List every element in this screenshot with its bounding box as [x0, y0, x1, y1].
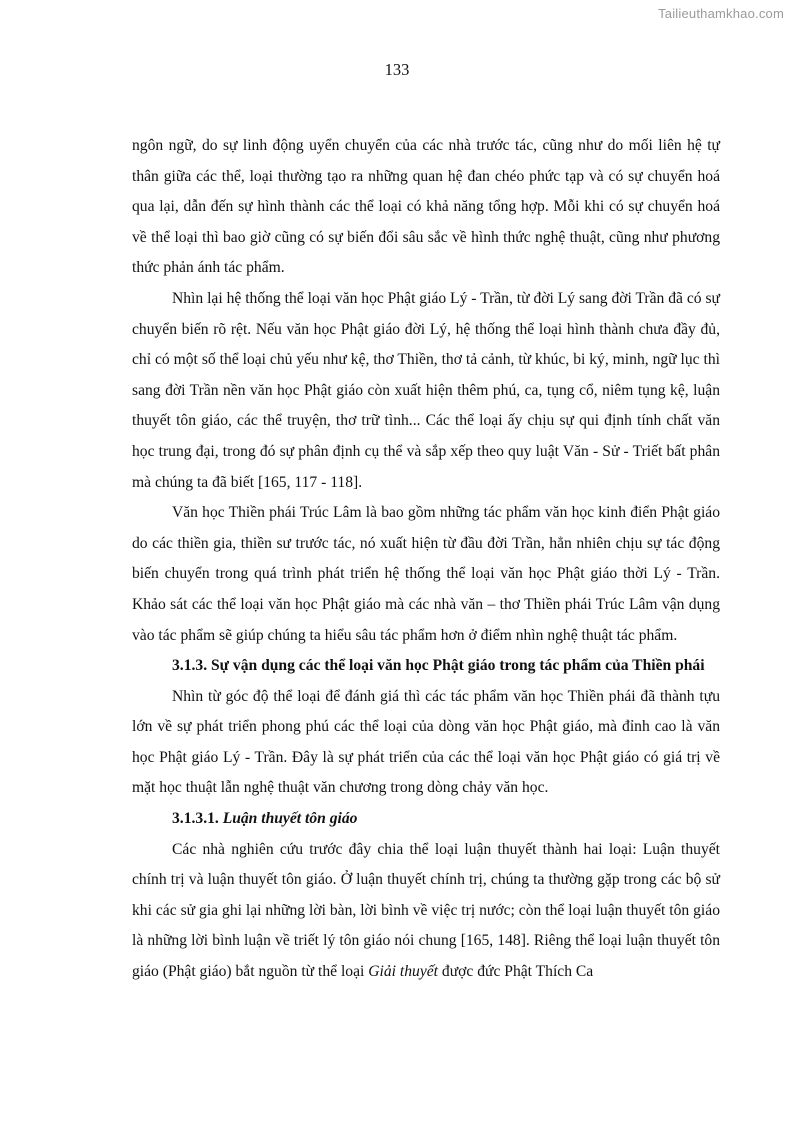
- paragraph-1: ngôn ngữ, do sự linh động uyển chuyển của các nhà trước tác, cũng như do mối liên hệ tự thân giữa các thể, loại thường tạo ra những quan hệ đan chéo phức tạp và có sự chuyển hoá qua lại, dẫn đến sự hình thành các thể loại có khả năng tổng hợp. Mỗi khi có sự chuyển hoá về thể loại thì bao giờ cũng có sự biến đổi sâu sắc về hình thức nghệ thuật, cũng như phương thức phản ánh tác phẩm.: [132, 137, 720, 277]
- paragraph-3: Văn học Thiền phái Trúc Lâm là bao gồm những tác phẩm văn học kinh điển Phật giáo do các thiền gia, thiền sư trước tác, nó xuất hiện từ đầu đời Trần, hẳn nhiên chịu sự tác động biến chuyển trong quá trình phát triển hệ thống thể loại văn học Phật giáo thời Lý - Trần. Khảo sát các thể loại văn học Phật giáo mà các nhà văn – thơ Thiền phái Trúc Lâm vận dụng vào tác phẩm sẽ giúp chúng ta hiểu sâu tác phẩm hơn ở điểm nhìn nghệ thuật tác phẩm.: [132, 504, 720, 644]
- section-heading-3-1-3: 3.1.3. Sự vận dụng các thể loại văn học Phật giáo trong tác phẩm của Thiền phái: [172, 657, 705, 675]
- paragraph-4: Nhìn từ góc độ thể loại để đánh giá thì các tác phẩm văn học Thiền phái đã thành tựu lớn về sự phát triển phong phú các thể loại của dòng văn học Phật giáo, mà đỉnh cao là văn học Phật giáo Lý - Trần. Đây là sự phát triển của các thể loại văn học Phật giáo có giá trị về mặt học thuật lẫn nghệ thuật văn chương trong dòng chảy văn học.: [132, 687, 720, 797]
- page-number: 133: [384, 60, 410, 79]
- paragraph-5-tail: được đức Phật Thích Ca: [441, 963, 594, 981]
- paragraph-5-text: Các nhà nghiên cứu trước đây chia thể loại luận thuyết thành hai loại: Luận thuyết chính trị và luận thuyết tôn giáo. Ở luận thuyết chính trị, chúng ta thường gặp trong các bộ sử khi các sử gia ghi lại những lời bàn, lời bình về việc trị nước; còn thể loại luận thuyết tôn giáo là những lời bình luận về triết lý tôn giáo nói chung [165, 148]. Riêng thể loại luận thuyết tôn giáo (Phật giáo) bắt nguồn từ thể loại: [132, 840, 720, 981]
- paragraph-2: Nhìn lại hệ thống thể loại văn học Phật giáo Lý - Trần, từ đời Lý sang đời Trần đã có sự chuyển biến rõ rệt. Nếu văn học Phật giáo đời Lý, hệ thống thể loại hình thành chưa đầy đủ, chỉ có một số thể loại chủ yếu như kệ, thơ Thiền, thơ tả cảnh, từ khúc, bi ký, minh, ngữ lục thì sang đời Trần nền văn học Phật giáo còn xuất hiện thêm phú, ca, tụng cổ, niêm tụng kệ, luận thuyết tôn giáo, các thể truyện, thơ trữ tình... Các thể loại ấy chịu sự qui định tính chất văn học trung đại, trong đó sự phân định cụ thể và sắp xếp theo quy luật Văn - Sử - Triết bất phân mà chúng ta đã biết [165, 117 - 118].: [132, 289, 720, 491]
- italic-term: Giải thuyết: [368, 963, 438, 981]
- subsection-heading-3-1-3-1: [132, 804, 720, 835]
- subsection-title: Luận thuyết tôn giáo: [222, 810, 358, 828]
- subsection-number: 3.1.3.1.: [172, 810, 219, 828]
- watermark: Tailieuthamkhao.com: [658, 6, 784, 21]
- page-body: [132, 131, 720, 988]
- paragraph-5: [132, 835, 720, 988]
